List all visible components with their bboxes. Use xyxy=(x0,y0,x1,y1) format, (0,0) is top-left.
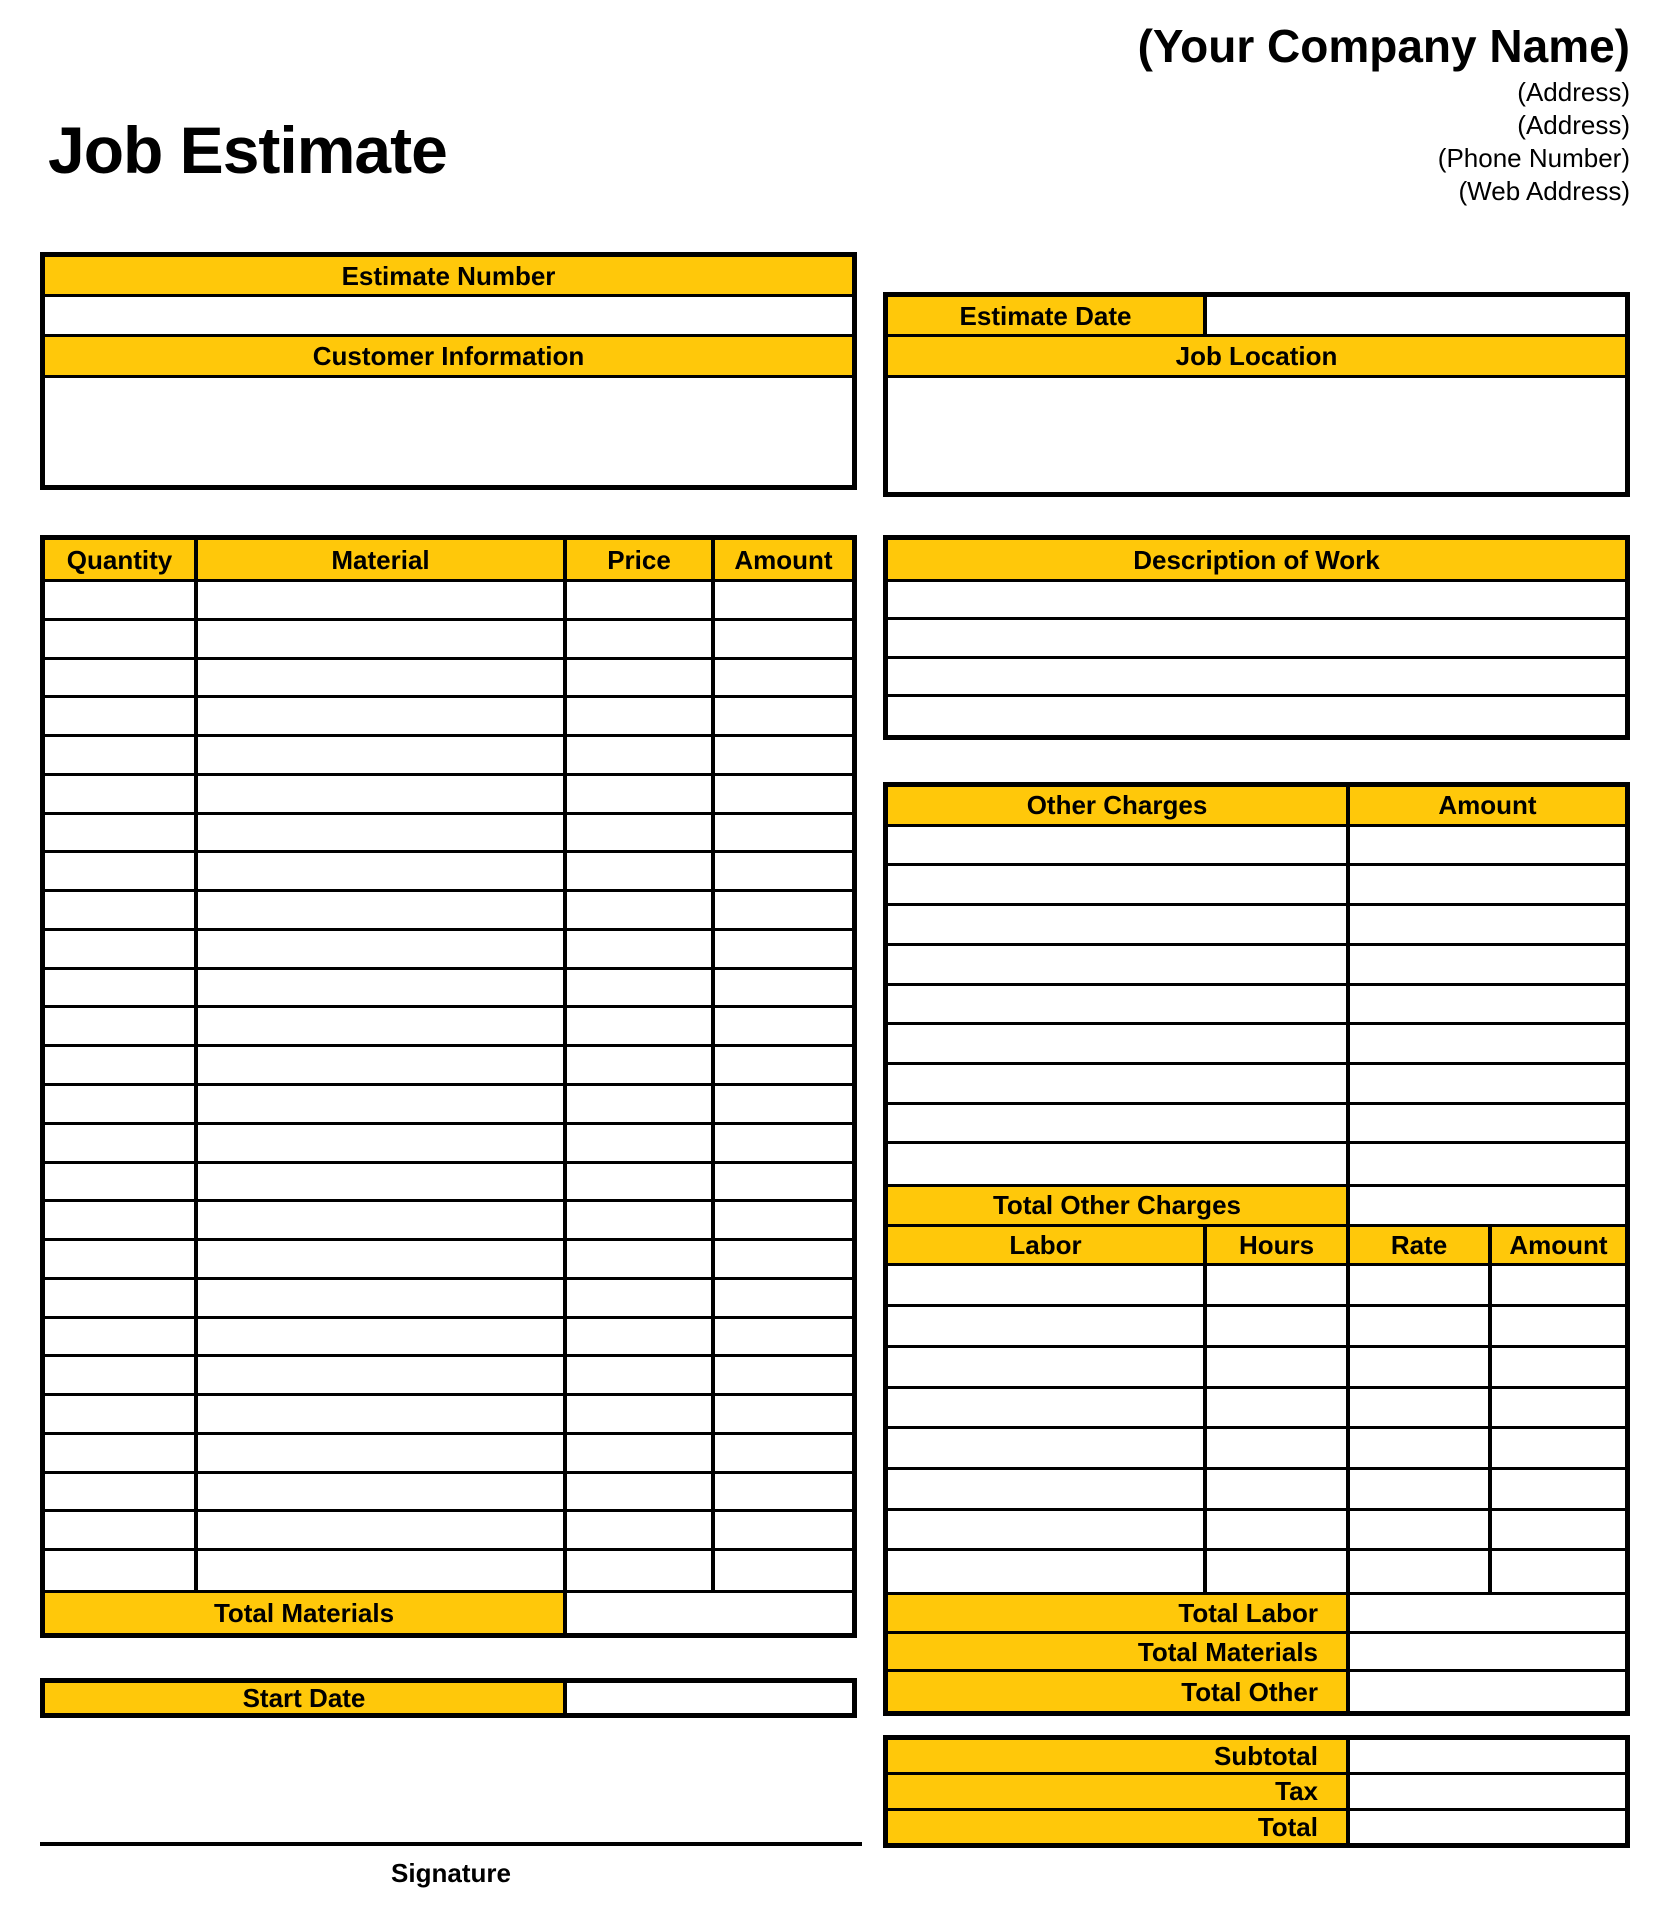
summary-totals-table xyxy=(883,1735,1630,1848)
empty-cell[interactable] xyxy=(715,698,852,734)
materials-blank-rows xyxy=(45,582,852,1593)
empty-cell[interactable] xyxy=(45,892,198,928)
empty-cell[interactable] xyxy=(715,1512,852,1548)
other-charges-and-labor-table xyxy=(883,782,1630,1716)
empty-cell[interactable] xyxy=(45,931,198,967)
empty-cell[interactable] xyxy=(715,892,852,928)
empty-cell[interactable] xyxy=(567,660,715,696)
empty-cell[interactable] xyxy=(888,1105,1350,1142)
empty-cell[interactable] xyxy=(198,1280,567,1316)
total-labor-label: Total Labor xyxy=(888,1595,1350,1631)
empty-cell[interactable] xyxy=(198,660,567,696)
empty-cell[interactable] xyxy=(45,1319,198,1355)
estimate-number-input-cell[interactable] xyxy=(45,297,852,337)
empty-cell[interactable] xyxy=(715,660,852,696)
empty-cell[interactable] xyxy=(45,660,198,696)
empty-cell[interactable] xyxy=(198,1241,567,1277)
empty-cell[interactable] xyxy=(1207,1470,1350,1508)
empty-cell[interactable] xyxy=(1492,1266,1625,1304)
rate-column-header: Rate xyxy=(1350,1227,1492,1264)
empty-cell[interactable] xyxy=(1350,946,1625,983)
job-location-input-area[interactable] xyxy=(888,378,1625,492)
empty-cell[interactable] xyxy=(1492,1511,1625,1549)
empty-cell[interactable] xyxy=(45,1125,198,1161)
empty-cell[interactable] xyxy=(198,1512,567,1548)
empty-cell[interactable] xyxy=(45,815,198,851)
empty-cell[interactable] xyxy=(567,931,715,967)
table-row xyxy=(45,1357,852,1396)
signature-label: Signature xyxy=(391,1858,511,1888)
empty-cell[interactable] xyxy=(567,1474,715,1510)
table-row xyxy=(45,737,852,776)
other-charges-blank-rows xyxy=(888,827,1625,1187)
table-row xyxy=(45,1164,852,1203)
total-other-charges-row xyxy=(888,1187,1625,1227)
estimate-date-input-cell[interactable] xyxy=(1207,297,1625,334)
total-labor-row xyxy=(888,1595,1625,1634)
empty-cell[interactable] xyxy=(715,853,852,889)
tax-label: Tax xyxy=(888,1775,1350,1807)
empty-cell[interactable] xyxy=(1350,1389,1492,1427)
empty-cell[interactable] xyxy=(45,776,198,812)
empty-cell[interactable] xyxy=(1350,906,1625,943)
empty-cell[interactable] xyxy=(567,892,715,928)
quantity-column-header: Quantity xyxy=(45,540,198,579)
empty-cell[interactable] xyxy=(715,1319,852,1355)
empty-cell[interactable] xyxy=(198,1357,567,1393)
table-row xyxy=(888,1429,1625,1470)
materials-header-row xyxy=(45,540,852,582)
empty-cell[interactable] xyxy=(567,970,715,1006)
empty-cell[interactable] xyxy=(888,1266,1207,1304)
table-row xyxy=(888,659,1625,697)
company-phone-placeholder: (Phone Number) xyxy=(1437,143,1630,173)
empty-cell[interactable] xyxy=(198,892,567,928)
empty-cell[interactable] xyxy=(888,620,1625,655)
total-materials-label: Total Materials xyxy=(45,1593,567,1633)
empty-cell[interactable] xyxy=(198,931,567,967)
table-row xyxy=(45,582,852,621)
page-title: Job Estimate xyxy=(48,113,447,187)
empty-cell[interactable] xyxy=(715,931,852,967)
subtotal-row xyxy=(888,1740,1625,1775)
description-of-work-header: Description of Work xyxy=(888,540,1625,582)
empty-cell[interactable] xyxy=(567,1435,715,1471)
hours-column-header: Hours xyxy=(1207,1227,1350,1264)
total-materials-value-cell[interactable] xyxy=(567,1593,852,1633)
empty-cell[interactable] xyxy=(567,1280,715,1316)
empty-cell[interactable] xyxy=(198,1396,567,1432)
table-row xyxy=(888,1144,1625,1184)
empty-cell[interactable] xyxy=(45,1357,198,1393)
amount-column-header: Amount xyxy=(715,540,852,579)
table-row xyxy=(45,776,852,815)
empty-cell[interactable] xyxy=(45,1512,198,1548)
empty-cell[interactable] xyxy=(567,1241,715,1277)
signature-line[interactable] xyxy=(40,1842,862,1889)
empty-cell[interactable] xyxy=(198,1008,567,1044)
company-address-line-2: (Address) xyxy=(1517,110,1630,140)
total-materials-row xyxy=(45,1593,852,1633)
table-row xyxy=(888,1470,1625,1511)
empty-cell[interactable] xyxy=(45,1047,198,1083)
table-row xyxy=(888,1389,1625,1430)
table-row xyxy=(888,1065,1625,1105)
empty-cell[interactable] xyxy=(567,1551,715,1590)
total-materials-summary-value-cell[interactable] xyxy=(1350,1634,1625,1670)
total-other-charges-label: Total Other Charges xyxy=(888,1187,1350,1224)
table-row xyxy=(45,1280,852,1319)
empty-cell[interactable] xyxy=(45,1086,198,1122)
table-row xyxy=(45,1008,852,1047)
empty-cell[interactable] xyxy=(1492,1429,1625,1467)
price-column-header: Price xyxy=(567,540,715,579)
empty-cell[interactable] xyxy=(1492,1389,1625,1427)
table-row xyxy=(888,1266,1625,1307)
tax-row xyxy=(888,1775,1625,1810)
empty-cell[interactable] xyxy=(1350,1551,1492,1592)
empty-cell[interactable] xyxy=(1492,1307,1625,1345)
empty-cell[interactable] xyxy=(715,737,852,773)
empty-cell[interactable] xyxy=(1350,1025,1625,1062)
empty-cell[interactable] xyxy=(567,1396,715,1432)
empty-cell[interactable] xyxy=(567,815,715,851)
table-row xyxy=(888,1348,1625,1389)
empty-cell[interactable] xyxy=(715,621,852,657)
labor-header-row xyxy=(888,1227,1625,1267)
empty-cell[interactable] xyxy=(1350,1307,1492,1345)
total-value-cell[interactable] xyxy=(1350,1811,1625,1843)
table-row xyxy=(45,853,852,892)
empty-cell[interactable] xyxy=(198,815,567,851)
empty-cell[interactable] xyxy=(888,1144,1350,1184)
empty-cell[interactable] xyxy=(715,1047,852,1083)
empty-cell[interactable] xyxy=(715,1086,852,1122)
start-date-label: Start Date xyxy=(45,1683,567,1713)
empty-cell[interactable] xyxy=(1207,1429,1350,1467)
estimate-date-row xyxy=(888,297,1625,337)
empty-cell[interactable] xyxy=(888,986,1350,1023)
empty-cell[interactable] xyxy=(715,1280,852,1316)
empty-cell[interactable] xyxy=(888,1348,1207,1386)
empty-cell[interactable] xyxy=(1350,1470,1492,1508)
table-row xyxy=(888,1025,1625,1065)
empty-cell[interactable] xyxy=(715,1164,852,1200)
empty-cell[interactable] xyxy=(1350,1511,1492,1549)
empty-cell[interactable] xyxy=(198,1164,567,1200)
table-row xyxy=(45,1551,852,1590)
empty-cell[interactable] xyxy=(1207,1389,1350,1427)
empty-cell[interactable] xyxy=(1350,1266,1492,1304)
empty-cell[interactable] xyxy=(567,776,715,812)
table-row xyxy=(45,1202,852,1241)
empty-cell[interactable] xyxy=(888,866,1350,903)
empty-cell[interactable] xyxy=(567,853,715,889)
table-row xyxy=(45,892,852,931)
empty-cell[interactable] xyxy=(198,1435,567,1471)
company-web-placeholder: (Web Address) xyxy=(1458,176,1630,206)
labor-column-header: Labor xyxy=(888,1227,1207,1264)
empty-cell[interactable] xyxy=(715,1396,852,1432)
empty-cell[interactable] xyxy=(45,1551,198,1590)
empty-cell[interactable] xyxy=(888,946,1350,983)
other-charges-header-row xyxy=(888,787,1625,827)
table-row xyxy=(45,1435,852,1474)
company-address-line-1: (Address) xyxy=(1517,77,1630,107)
empty-cell[interactable] xyxy=(45,1396,198,1432)
empty-cell[interactable] xyxy=(45,1164,198,1200)
empty-cell[interactable] xyxy=(888,1470,1207,1508)
subtotal-value-cell[interactable] xyxy=(1350,1740,1625,1772)
empty-cell[interactable] xyxy=(198,1474,567,1510)
tax-value-cell[interactable] xyxy=(1350,1775,1625,1807)
empty-cell[interactable] xyxy=(715,582,852,618)
empty-cell[interactable] xyxy=(1350,1429,1492,1467)
empty-cell[interactable] xyxy=(888,1065,1350,1102)
empty-cell[interactable] xyxy=(45,737,198,773)
empty-cell[interactable] xyxy=(198,1086,567,1122)
empty-cell[interactable] xyxy=(198,776,567,812)
table-row xyxy=(45,1396,852,1435)
empty-cell[interactable] xyxy=(1492,1470,1625,1508)
empty-cell[interactable] xyxy=(1350,1105,1625,1142)
empty-cell[interactable] xyxy=(567,582,715,618)
table-row xyxy=(45,660,852,699)
empty-cell[interactable] xyxy=(45,853,198,889)
labor-blank-rows xyxy=(888,1266,1625,1595)
estimate-date-label: Estimate Date xyxy=(888,297,1207,334)
labor-amount-column-header: Amount xyxy=(1492,1227,1625,1264)
empty-cell[interactable] xyxy=(1207,1551,1350,1592)
table-row xyxy=(888,1307,1625,1348)
empty-cell[interactable] xyxy=(1492,1348,1625,1386)
start-date-input-cell[interactable] xyxy=(567,1683,852,1713)
empty-cell[interactable] xyxy=(715,1435,852,1471)
empty-cell[interactable] xyxy=(198,970,567,1006)
empty-cell[interactable] xyxy=(567,621,715,657)
empty-cell[interactable] xyxy=(1207,1511,1350,1549)
table-row xyxy=(888,620,1625,658)
empty-cell[interactable] xyxy=(715,1202,852,1238)
empty-cell[interactable] xyxy=(198,582,567,618)
total-other-row xyxy=(888,1672,1625,1711)
empty-cell[interactable] xyxy=(1207,1307,1350,1345)
table-row xyxy=(45,621,852,660)
empty-cell[interactable] xyxy=(1350,827,1625,864)
table-row xyxy=(888,866,1625,906)
empty-cell[interactable] xyxy=(1207,1266,1350,1304)
total-row xyxy=(888,1811,1625,1843)
empty-cell[interactable] xyxy=(198,698,567,734)
empty-cell[interactable] xyxy=(715,1008,852,1044)
empty-cell[interactable] xyxy=(198,1551,567,1590)
table-row xyxy=(45,698,852,737)
empty-cell[interactable] xyxy=(715,776,852,812)
customer-information-input-area[interactable] xyxy=(45,378,852,485)
company-info-block xyxy=(1138,16,1630,208)
table-row xyxy=(45,1241,852,1280)
empty-cell[interactable] xyxy=(888,659,1625,694)
company-name-placeholder: (Your Company Name) xyxy=(1137,20,1630,72)
empty-cell[interactable] xyxy=(1350,1348,1492,1386)
empty-cell[interactable] xyxy=(198,853,567,889)
empty-cell[interactable] xyxy=(1492,1551,1625,1592)
empty-cell[interactable] xyxy=(1350,986,1625,1023)
empty-cell[interactable] xyxy=(715,1551,852,1590)
empty-cell[interactable] xyxy=(888,1307,1207,1345)
table-row xyxy=(45,1474,852,1513)
customer-information-header: Customer Information xyxy=(45,337,852,378)
empty-cell[interactable] xyxy=(45,1202,198,1238)
empty-cell[interactable] xyxy=(45,1435,198,1471)
table-row xyxy=(888,582,1625,620)
empty-cell[interactable] xyxy=(198,737,567,773)
empty-cell[interactable] xyxy=(45,1474,198,1510)
empty-cell[interactable] xyxy=(888,697,1625,735)
empty-cell[interactable] xyxy=(888,1025,1350,1062)
table-row xyxy=(888,827,1625,867)
empty-cell[interactable] xyxy=(715,1241,852,1277)
description-blank-rows xyxy=(888,582,1625,735)
total-materials-summary-row xyxy=(888,1634,1625,1673)
total-other-charges-value-cell[interactable] xyxy=(1350,1187,1625,1224)
empty-cell[interactable] xyxy=(888,1511,1207,1549)
table-row xyxy=(888,906,1625,946)
total-other-value-cell[interactable] xyxy=(1350,1672,1625,1711)
empty-cell[interactable] xyxy=(45,970,198,1006)
empty-cell[interactable] xyxy=(888,1429,1207,1467)
table-row xyxy=(45,815,852,854)
other-charges-amount-column-header: Amount xyxy=(1350,787,1625,824)
empty-cell[interactable] xyxy=(198,621,567,657)
empty-cell[interactable] xyxy=(567,1086,715,1122)
empty-cell[interactable] xyxy=(1350,866,1625,903)
table-row xyxy=(45,1047,852,1086)
empty-cell[interactable] xyxy=(567,1047,715,1083)
empty-cell[interactable] xyxy=(888,906,1350,943)
table-row xyxy=(888,946,1625,986)
empty-cell[interactable] xyxy=(715,1357,852,1393)
table-row xyxy=(45,1125,852,1164)
empty-cell[interactable] xyxy=(888,582,1625,617)
total-materials-summary-label: Total Materials xyxy=(888,1634,1350,1670)
empty-cell[interactable] xyxy=(567,1319,715,1355)
empty-cell[interactable] xyxy=(1350,1065,1625,1102)
empty-cell[interactable] xyxy=(715,1474,852,1510)
empty-cell[interactable] xyxy=(888,1389,1207,1427)
empty-cell[interactable] xyxy=(715,815,852,851)
empty-cell[interactable] xyxy=(198,1125,567,1161)
total-label: Total xyxy=(888,1811,1350,1843)
table-row xyxy=(45,1512,852,1551)
other-charges-column-header: Other Charges xyxy=(888,787,1350,824)
empty-cell[interactable] xyxy=(567,1512,715,1548)
estimate-date-job-location-block xyxy=(883,292,1630,497)
table-row xyxy=(888,697,1625,735)
empty-cell[interactable] xyxy=(198,1202,567,1238)
job-location-header: Job Location xyxy=(888,337,1625,378)
table-row xyxy=(888,1105,1625,1145)
empty-cell[interactable] xyxy=(45,1008,198,1044)
empty-cell[interactable] xyxy=(45,1241,198,1277)
table-row xyxy=(888,1551,1625,1592)
subtotal-label: Subtotal xyxy=(888,1740,1350,1772)
empty-cell[interactable] xyxy=(888,827,1350,864)
empty-cell[interactable] xyxy=(567,1357,715,1393)
empty-cell[interactable] xyxy=(567,1125,715,1161)
description-of-work-table xyxy=(883,535,1630,740)
empty-cell[interactable] xyxy=(888,1551,1207,1592)
materials-table xyxy=(40,535,857,1638)
total-labor-value-cell[interactable] xyxy=(1350,1595,1625,1631)
empty-cell[interactable] xyxy=(567,1202,715,1238)
table-row xyxy=(45,1319,852,1358)
total-other-label: Total Other xyxy=(888,1672,1350,1711)
table-row xyxy=(888,1511,1625,1552)
empty-cell[interactable] xyxy=(198,1319,567,1355)
table-row xyxy=(45,970,852,1009)
empty-cell[interactable] xyxy=(567,698,715,734)
estimate-number-header: Estimate Number xyxy=(45,257,852,297)
estimate-number-customer-block xyxy=(40,252,857,490)
empty-cell[interactable] xyxy=(715,1125,852,1161)
material-column-header: Material xyxy=(198,540,567,579)
empty-cell[interactable] xyxy=(45,621,198,657)
empty-cell[interactable] xyxy=(45,1280,198,1316)
empty-cell[interactable] xyxy=(567,737,715,773)
empty-cell[interactable] xyxy=(567,1164,715,1200)
table-row xyxy=(45,931,852,970)
empty-cell[interactable] xyxy=(567,1008,715,1044)
start-date-row xyxy=(40,1678,857,1718)
empty-cell[interactable] xyxy=(45,698,198,734)
empty-cell[interactable] xyxy=(715,970,852,1006)
table-row xyxy=(888,986,1625,1026)
empty-cell[interactable] xyxy=(198,1047,567,1083)
empty-cell[interactable] xyxy=(1350,1144,1625,1184)
table-row xyxy=(45,1086,852,1125)
empty-cell[interactable] xyxy=(45,582,198,618)
empty-cell[interactable] xyxy=(1207,1348,1350,1386)
